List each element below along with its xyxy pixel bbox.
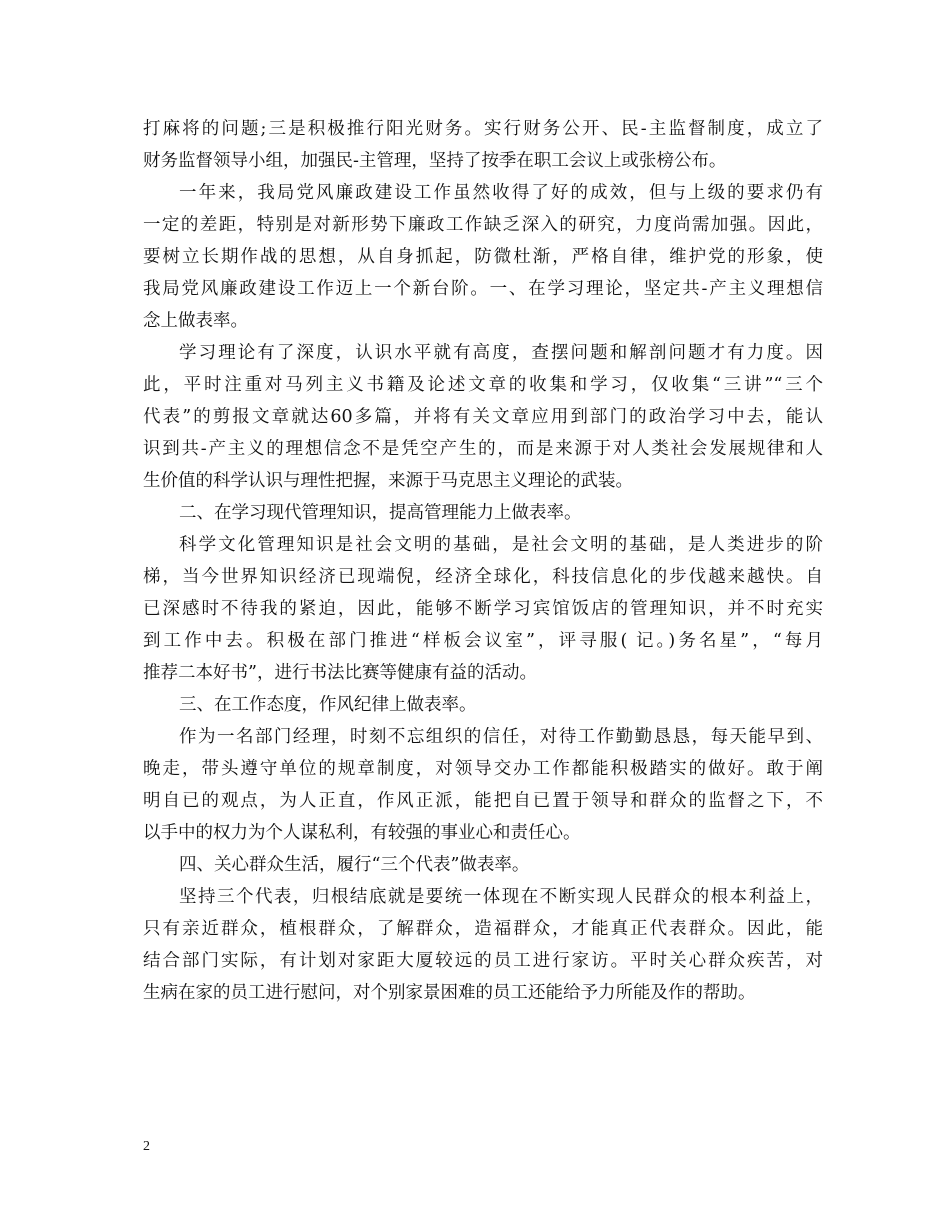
text-line: 结合部门实际，有计划对家距大厦较远的员工进行家访。平时关心群众疾苦，对 [143, 951, 823, 971]
text-line: 要树立长期作战的思想，从自身抓起，防微杜渐，严格自律，维护党的形象，使 [143, 247, 823, 267]
text-line: 到工作中去。积极在部门推进“样板会议室”，评寻服( 记。)务名星”，“每月 [143, 631, 823, 651]
text-line: 只有亲近群众，植根群众，了解群众，造福群众，才能真正代表群众。因此，能 [143, 919, 823, 939]
text-line: 明自已的观点，为人正直，作风正派，能把自已置于领导和群众的监督之下，不 [143, 791, 823, 811]
text-line: 一年来，我局党风廉政建设工作虽然收得了好的成效，但与上级的要求仍有 [179, 183, 823, 203]
text-line: 打麻将的问题;三是积极推行阳光财务。实行财务公开、民-主监督制度，成立了 [143, 119, 823, 139]
body-text [143, 113, 823, 1009]
text-line: 作为一名部门经理，时刻不忘组织的信任，对待工作勤勤恳恳，每天能早到、 [179, 727, 823, 747]
text-line: 代表”的剪报文章就达60多篇，并将有关文章应用到部门的政治学习中去，能认 [143, 407, 823, 427]
text-line: 财务监督领导小组，加强民-主管理，坚持了按季在职工会议上或张榜公布。 [143, 151, 727, 171]
text-line: 科学文化管理知识是社会文明的基础，是社会文明的基础，是人类进步的阶 [179, 535, 823, 555]
text-line: 推荐二本好书”，进行书法比赛等健康有益的活动。 [143, 663, 537, 683]
text-line: 四、关心群众生活，履行“三个代表”做表率。 [179, 855, 530, 875]
text-line: 生病在家的员工进行慰问，对个别家景困难的员工还能给予力所能及作的帮助。 [143, 983, 756, 1003]
text-line: 晚走，带头遵守单位的规章制度，对领导交办工作都能积极踏实的做好。敢于阐 [143, 759, 823, 779]
text-line: 梯，当今世界知识经济已现端倪，经济全球化，科技信息化的步伐越来越快。自 [143, 567, 823, 587]
text-line: 已深感时不待我的紧迫，因此，能够不断学习宾馆饭店的管理知识，并不时充实 [143, 599, 823, 619]
text-line: 识到共-产主义的理想信念不是凭空产生的，而是来源于对人类社会发展规律和人 [143, 439, 823, 459]
text-line: 三、在工作态度，作风纪律上做表率。 [179, 695, 477, 715]
text-line: 学习理论有了深度，认识水平就有高度，查摆问题和解剖问题才有力度。因 [179, 343, 823, 363]
text-line: 一定的差距，特别是对新形势下廉政工作缺乏深入的研究，力度尚需加强。因此， [143, 215, 823, 235]
page-number: 2 [143, 1139, 150, 1154]
text-line: 生价值的科学认识与理性把握，来源于马克思主义理论的武装。 [143, 471, 633, 491]
text-line: 我局党风廉政建设工作迈上一个新台阶。一、在学习理论，坚定共-产主义理想信 [143, 279, 823, 299]
text-line: 此，平时注重对马列主义书籍及论述文章的收集和学习，仅收集“三讲”“三个 [143, 375, 823, 395]
text-line: 念上做表率。 [143, 311, 248, 331]
text-line: 坚持三个代表，归根结底就是要统一体现在不断实现人民群众的根本利益上， [179, 887, 823, 907]
text-line: 二、在学习现代管理知识，提高管理能力上做表率。 [179, 503, 582, 523]
text-line: 以手中的权力为个人谋私利，有较强的事业心和责任心。 [143, 823, 581, 843]
